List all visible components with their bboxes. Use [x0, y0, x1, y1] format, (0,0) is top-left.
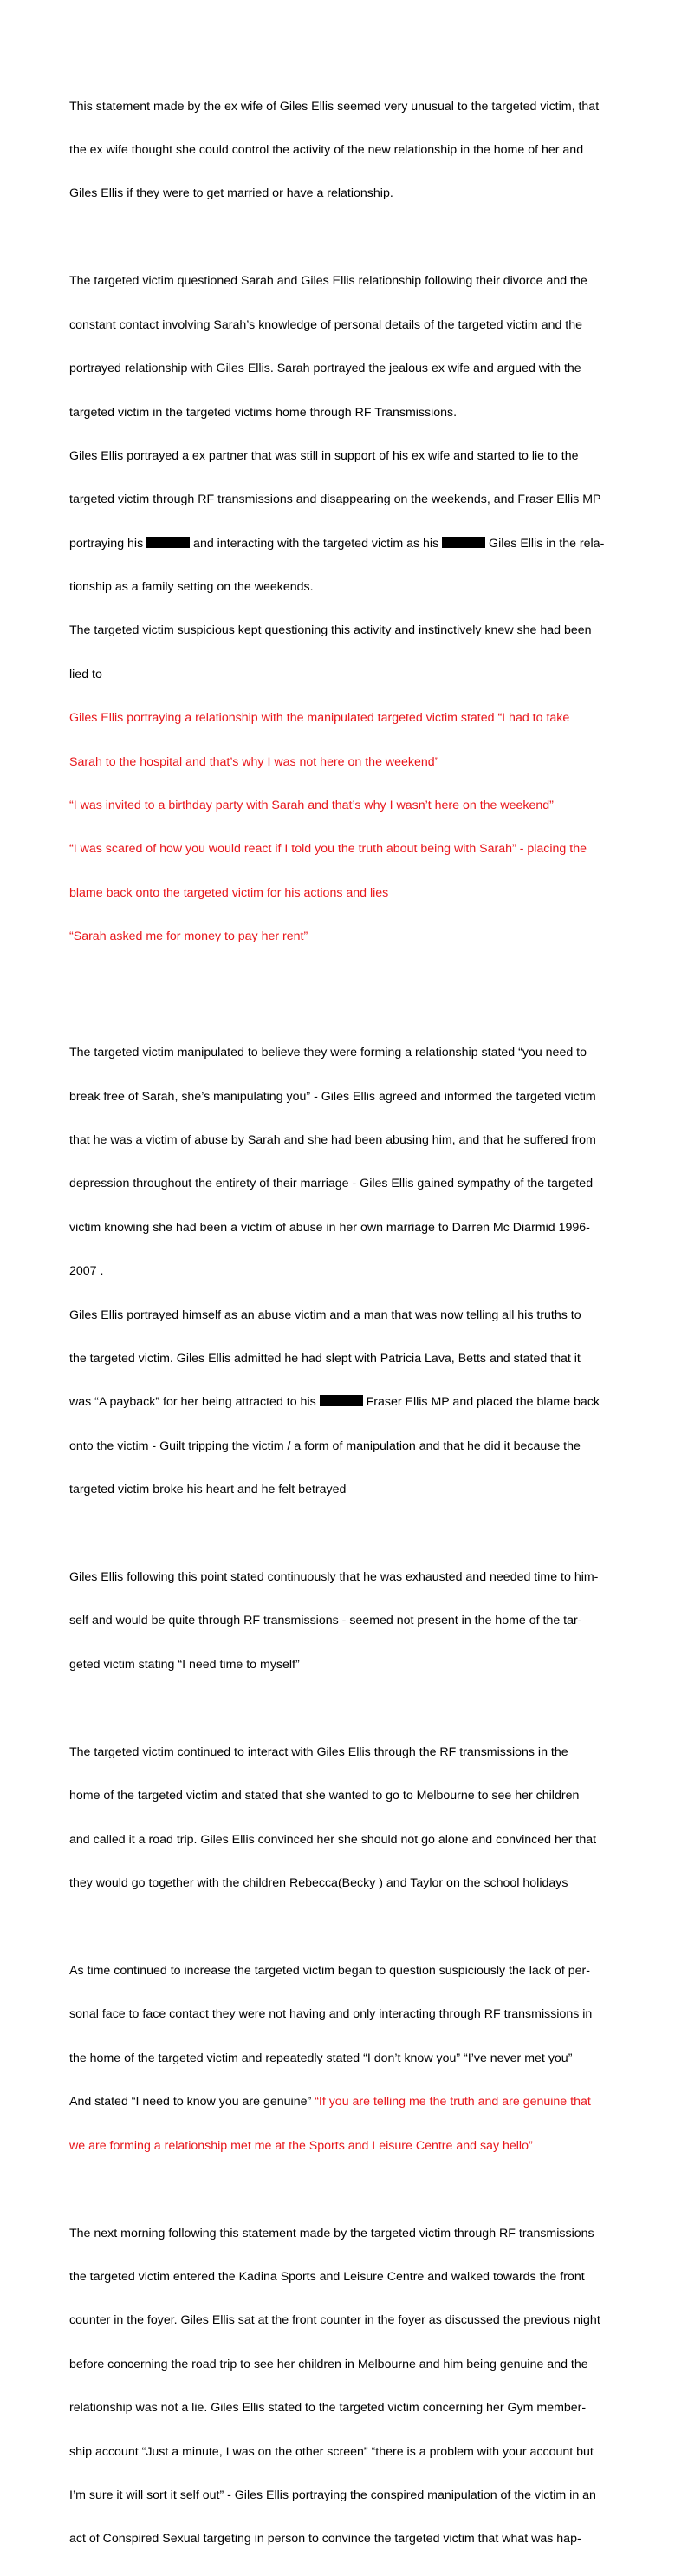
- text-line: that he was a victim of abuse by Sarah and she had been abusing him, and that he suffered from: [69, 1132, 596, 1147]
- text-line: targeted victim through RF transmissions and disappearing on the weekends, and Fraser Ellis MP: [69, 492, 601, 507]
- text-line: the ex wife thought she could control the activity of the new relationship in the home of her and: [69, 142, 584, 157]
- quote-line-red: we are forming a relationship met me at the Sports and Leisure Centre and say hello”: [69, 2138, 533, 2153]
- text-line: self and would be quite through RF transmissions - seemed not present in the home of the tar-: [69, 1614, 582, 1628]
- quote-line-red: Giles Ellis portraying a relationship with the manipulated targeted victim stated “I had to take: [69, 711, 570, 726]
- paragraph-face-to-face: [69, 1934, 620, 2182]
- text-line: Giles Ellis following this point stated continuously that he was exhausted and needed time to him-: [69, 1570, 599, 1585]
- text-line: I’m sure it will sort it self out” - Giles Ellis portraying the conspired manipulation of the victim in an: [69, 2488, 596, 2502]
- text-line: targeted victim in the targeted victims home through RF Transmissions.: [69, 405, 458, 420]
- text-segment: portraying his: [69, 536, 147, 551]
- text-line: tionship as a family setting on the weekends.: [69, 580, 314, 595]
- text-line: As time continued to increase the targeted victim began to question suspiciously the lack of per-: [69, 1964, 590, 1979]
- quote-line-red: “I was scared of how you would react if I told you the truth about being with Sarah” - placing the: [69, 842, 587, 857]
- text-line: the home of the targeted victim and repeatedly stated “I don’t know you” “I’ve never met you”: [69, 2051, 573, 2065]
- text-line: break free of Sarah, she’s manipulating you” - Giles Ellis agreed and informed the targeted victim: [69, 1089, 596, 1104]
- redaction-box: [320, 1395, 363, 1406]
- text-line: targeted victim broke his heart and he felt betrayed: [69, 1483, 347, 1497]
- text-segment: and interacting with the targeted victim as his: [190, 536, 443, 551]
- text-line: onto the victim - Guilt tripping the victim / a form of manipulation and that he did it because the: [69, 1438, 581, 1453]
- text-segment: Giles Ellis in the rela-: [485, 536, 605, 551]
- quote-line-red: blame back onto the targeted victim for his actions and lies: [69, 885, 389, 900]
- redaction-box: [146, 537, 190, 548]
- text-line: home of the targeted victim and stated that she wanted to go to Melbourne to see her children: [69, 1789, 580, 1803]
- text-line: before concerning the road trip to see her children in Melbourne and him being genuine and the: [69, 2357, 588, 2371]
- text-line: [69, 2095, 620, 2110]
- text-line: portrayed relationship with Giles Ellis. Sarah portrayed the jealous ex wife and argued with the: [69, 362, 581, 376]
- text-line: The targeted victim continued to interact with Giles Ellis through the RF transmissions in the: [69, 1745, 568, 1759]
- paragraph-road-trip: [69, 1716, 620, 1920]
- text-line: counter in the foyer. Giles Ellis sat at the front counter in the foyer as discussed the previous night: [69, 2313, 600, 2328]
- text-line: Giles Ellis if they were to get married or have a relationship.: [69, 186, 393, 201]
- text-line: The targeted victim questioned Sarah and Giles Ellis relationship following their divorce and the: [69, 274, 587, 289]
- text-line: The targeted victim suspicious kept questioning this activity and instinctively knew she had been: [69, 623, 592, 638]
- paragraph-sports-centre: [69, 2197, 620, 2576]
- text-line: Giles Ellis portrayed himself as an abuse victim and a man that was now telling all his truths to: [69, 1308, 581, 1322]
- document-page: [69, 70, 620, 2576]
- text-line: Giles Ellis portrayed a ex partner that was still in support of his ex wife and started to lie to the: [69, 448, 579, 463]
- text-line: act of Conspired Sexual targeting in person to convince the targeted victim that what was hap-: [69, 2532, 581, 2547]
- text-line: victim knowing she had been a victim of abuse in her own marriage to Darren Mc Diarmid 1996-: [69, 1220, 590, 1235]
- paragraph-abuse-victim: [69, 1017, 620, 1527]
- text-line: [69, 1395, 620, 1410]
- quote-segment-red: “If you are telling me the truth and are genuine that: [315, 2095, 591, 2110]
- quote-line-red: Sarah to the hospital and that’s why I was not here on the weekend”: [69, 754, 439, 769]
- text-line: ship account “Just a minute, I was on the other screen” “there is a problem with your account but: [69, 2444, 594, 2459]
- quote-line-red: “Sarah asked me for money to pay her rent”: [69, 929, 308, 944]
- text-line: This statement made by the ex wife of Giles Ellis seemed very unusual to the targeted victim, that: [69, 99, 600, 114]
- text-segment: And stated “I need to know you are genuine”: [69, 2095, 315, 2110]
- text-line: sonal face to face contact they were not having and only interacting through RF transmissions in: [69, 2007, 593, 2022]
- text-segment: was “A payback” for her being attracted to his: [69, 1395, 320, 1410]
- text-line: the targeted victim entered the Kadina Sports and Leisure Centre and walked towards the front: [69, 2269, 585, 2284]
- text-line: geted victim stating “I need time to myself”: [69, 1657, 300, 1672]
- text-line: depression throughout the entirety of their marriage - Giles Ellis gained sympathy of the targeted: [69, 1177, 594, 1191]
- text-line: they would go together with the children Rebecca(Becky ) and Taylor on the school holidays: [69, 1876, 568, 1891]
- text-line: The next morning following this statement made by the targeted victim through RF transmissions: [69, 2226, 594, 2240]
- paragraph-relationship-questioned: [69, 245, 620, 974]
- redaction-box: [442, 537, 485, 548]
- text-line: The targeted victim manipulated to believe they were forming a relationship stated “you need to: [69, 1046, 587, 1060]
- text-line: [69, 537, 620, 551]
- text-line: the targeted victim. Giles Ellis admitted he had slept with Patricia Lava, Betts and stated that it: [69, 1351, 581, 1366]
- quote-line-red: “I was invited to a birthday party with Sarah and that’s why I wasn’t here on the weekend”: [69, 799, 554, 813]
- text-segment: Fraser Ellis MP and placed the blame back: [362, 1395, 600, 1410]
- text-line: 2007 .: [69, 1264, 104, 1279]
- text-line: constant contact involving Sarah’s knowledge of personal details of the targeted victim and the: [69, 317, 583, 332]
- text-line: lied to: [69, 667, 102, 681]
- text-line: and called it a road trip. Giles Ellis convinced her she should not go alone and convinced her that: [69, 1832, 597, 1847]
- paragraph-ex-wife-statement: [69, 70, 620, 231]
- paragraph-exhausted: [69, 1542, 620, 1702]
- text-line: relationship was not a lie. Giles Ellis stated to the targeted victim concerning her Gym member-: [69, 2401, 587, 2416]
